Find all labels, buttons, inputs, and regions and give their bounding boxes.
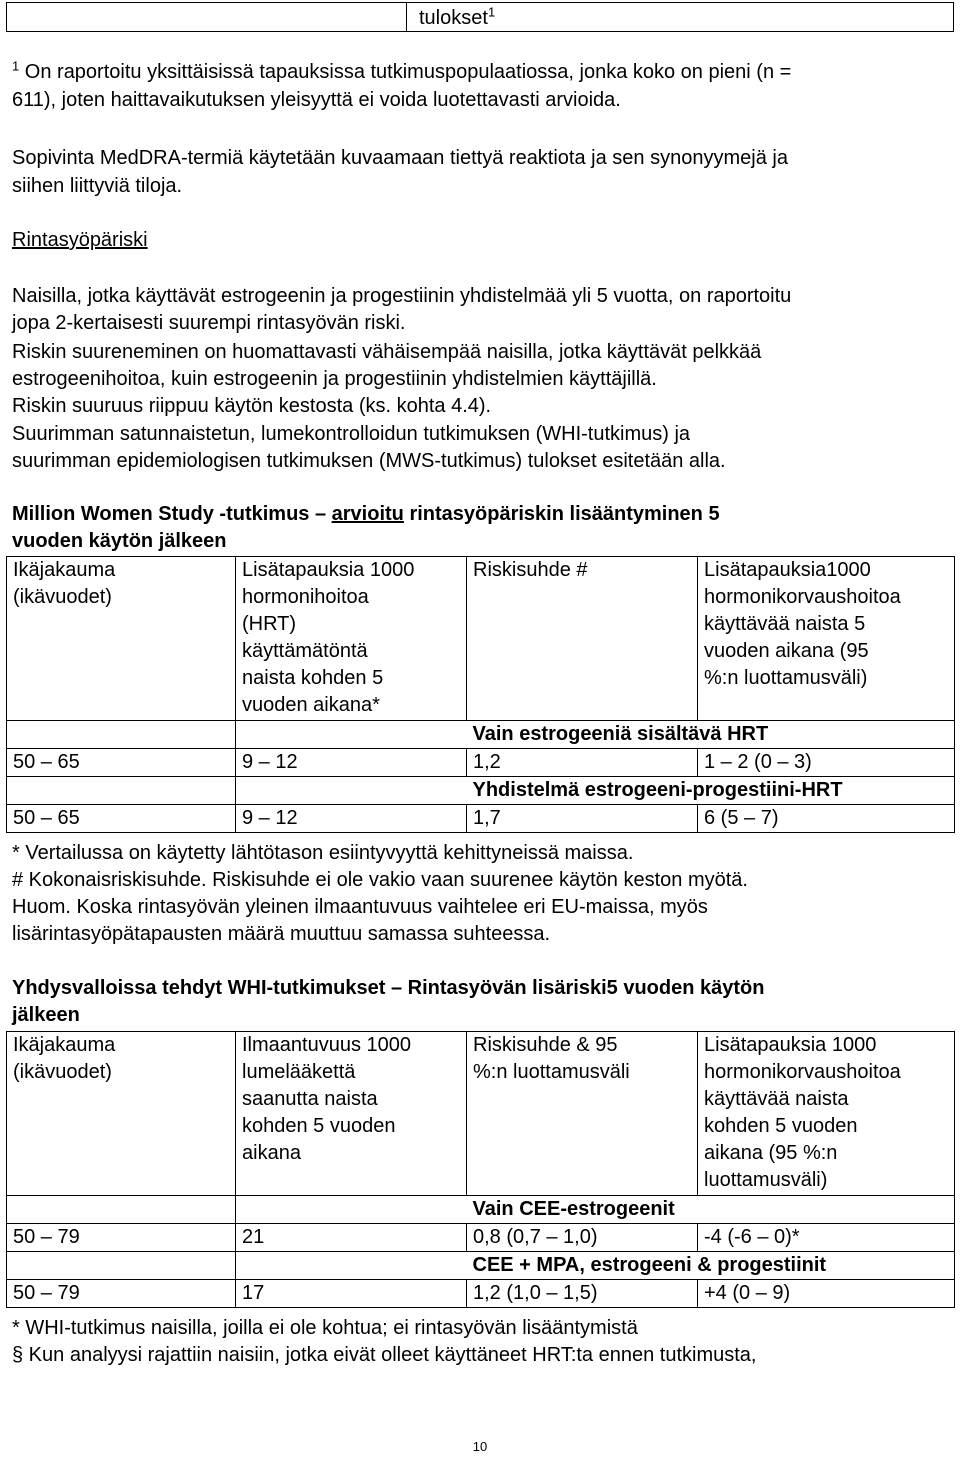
- whi-note-2: § Kun analyysi rajattiin naisiin, jotka eivät olleet käyttäneet HRT:ta ennen tutkimusta,: [12, 1344, 757, 1366]
- mws-title-underlined: arvioitu: [331, 503, 404, 525]
- mws-header-ratio: Riskisuhde #: [467, 557, 698, 721]
- paragraph-line-2: jopa 2-kertaisesti suurempi rintasyövän riski.: [12, 312, 406, 334]
- mws-header-age: Ikäjakauma (ikävuodet): [7, 557, 236, 721]
- whi-header-extra-cases: Lisätapauksia 1000 hormonikorvaushoitoa käyttävää naista kohden 5 vuoden aikana (95 %:n luottamusväli): [698, 1032, 955, 1196]
- table-row: 50 – 79 17 1,2 (1,0 – 1,5) +4 (0 – 9): [7, 1280, 955, 1308]
- footnote-mark: 1: [12, 58, 20, 74]
- results-footnote-mark: 1: [487, 4, 496, 20]
- whi-table: [6, 1031, 955, 1308]
- results-header-empty-cell: [7, 3, 407, 31]
- mws-title-part-2: rintasyöpäriskin lisääntyminen 5: [403, 503, 720, 525]
- table-row: 50 – 65 9 – 12 1,7 6 (5 – 7): [7, 805, 955, 833]
- paragraph-line-7: suurimman epidemiologisen tutkimuksen (MWS-tutkimus) tulokset esitetään alla.: [12, 450, 726, 472]
- mws-note-4: lisärintasyöpätapausten määrä muuttuu samassa suhteessa.: [12, 923, 551, 945]
- results-header-table: [6, 2, 954, 32]
- whi-note-1: * WHI-tutkimus naisilla, joilla ei ole kohtua; ei rintasyövän lisääntymistä: [12, 1317, 638, 1339]
- mws-title-line-1: [12, 500, 720, 528]
- footnote-line-1: [12, 58, 791, 86]
- whi-group-row-2: [7, 1252, 955, 1280]
- mws-header-extra-cases: Lisätapauksia1000 hormonikorvaushoitoa käyttävää naista 5 vuoden aikana (95 %:n luottamusväli): [698, 557, 955, 721]
- whi-header-age: Ikäjakauma (ikävuodet): [7, 1032, 236, 1196]
- risk-heading: Rintasyöpäriski: [12, 229, 148, 251]
- mws-group-row-2: [7, 777, 955, 805]
- mws-table: [6, 556, 955, 833]
- results-label: tulokset: [419, 7, 488, 29]
- whi-header-ratio: Riskisuhde & 95 %:n luottamusväli: [467, 1032, 698, 1196]
- paragraph-line-6: Suurimman satunnaistetun, lumekontrolloidun tutkimuksen (WHI-tutkimus) ja: [12, 423, 691, 445]
- mws-header-row: [7, 557, 955, 721]
- table-row: 50 – 65 9 – 12 1,2 1 – 2 (0 – 3): [7, 749, 955, 777]
- mws-group-label: Yhdistelmä estrogeeni-progestiini-HRT: [467, 777, 955, 805]
- footnote-text-1: On raportoitu yksittäisissä tapauksissa tutkimuspopulaatiossa, jonka koko on pieni (n =: [19, 61, 792, 83]
- mws-title-line-2: vuoden käytön jälkeen: [12, 530, 227, 552]
- paragraph-line-5: Riskin suuruus riippuu käytön kestosta (ks. kohta 4.4).: [12, 395, 492, 417]
- mws-note-1: * Vertailussa on käytetty lähtötason esiintyvyyttä kehittyneissä maissa.: [12, 842, 634, 864]
- mws-group-label: Vain estrogeeniä sisältävä HRT: [467, 721, 955, 749]
- whi-title-line-1: Yhdysvalloissa tehdyt WHI-tutkimukset – Rintasyövän lisäriski5 vuoden käytön: [12, 977, 765, 999]
- mws-note-3: Huom. Koska rintasyövän yleinen ilmaantuvuus vaihtelee eri EU-maissa, myös: [12, 896, 708, 918]
- whi-group-label: Vain CEE-estrogeenit: [467, 1196, 955, 1224]
- table-row: 50 – 79 21 0,8 (0,7 – 1,0) -4 (-6 – 0)*: [7, 1224, 955, 1252]
- whi-header-row: [7, 1032, 955, 1196]
- meddra-line-2: siihen liittyviä tiloja.: [12, 175, 183, 197]
- whi-group-row-1: [7, 1196, 955, 1224]
- meddra-line-1: Sopivinta MedDRA-termiä käytetään kuvaamaan tiettyä reaktiota ja sen synonyymejä ja: [12, 147, 788, 169]
- whi-title-line-2: jälkeen: [12, 1004, 80, 1026]
- mws-title-part-1: Million Women Study -tutkimus –: [12, 503, 332, 525]
- paragraph-line-3: Riskin suureneminen on huomattavasti vähäisempää naisilla, jotka käyttävät pelkkää: [12, 341, 762, 363]
- page-number: 10: [472, 1439, 488, 1454]
- footnote-line-2: 611), joten haittavaikutuksen yleisyyttä ei voida luotettavasti arvioida.: [12, 89, 621, 111]
- whi-header-incidence: Ilmaantuvuus 1000 lumelääkettä saanutta naista kohden 5 vuoden aikana: [236, 1032, 467, 1196]
- mws-header-cases-nonusers: Lisätapauksia 1000 hormonihoitoa (HRT) käyttämätöntä naista kohden 5 vuoden aikana*: [236, 557, 467, 721]
- results-header-cell: [419, 5, 495, 31]
- mws-group-row-1: [7, 721, 955, 749]
- mws-note-2: # Kokonaisriskisuhde. Riskisuhde ei ole vakio vaan suurenee käytön keston myötä.: [12, 869, 748, 891]
- paragraph-line-4: estrogeenihoitoa, kuin estrogeenin ja progestiinin yhdistelmien käyttäjillä.: [12, 368, 657, 390]
- whi-group-label: CEE + MPA, estrogeeni & progestiinit: [467, 1252, 955, 1280]
- paragraph-line-1: Naisilla, jotka käyttävät estrogeenin ja progestiinin yhdistelmää yli 5 vuotta, on raportoitu: [12, 285, 792, 307]
